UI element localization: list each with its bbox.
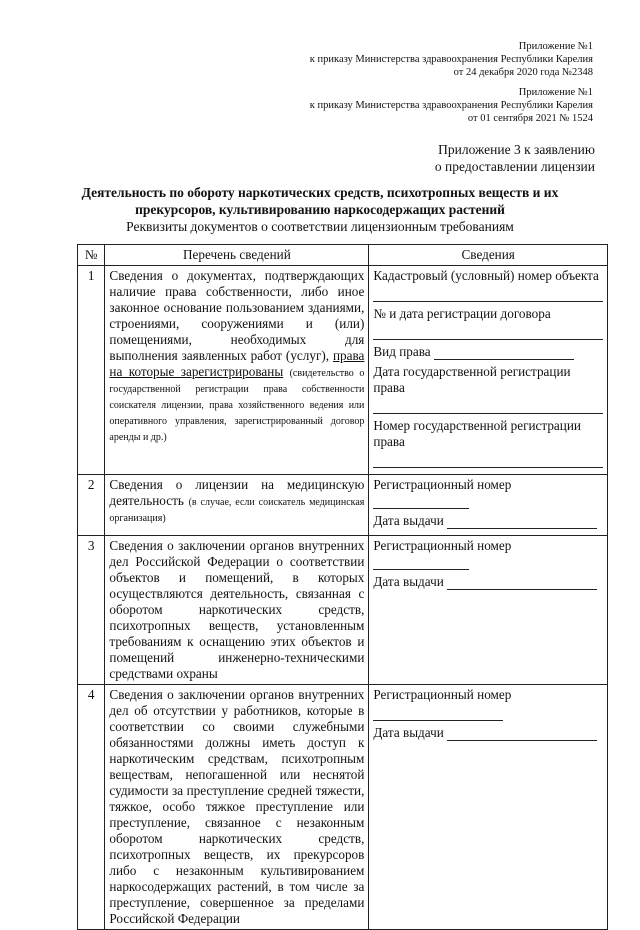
blank-line[interactable] — [373, 454, 603, 468]
field-right-type[interactable] — [373, 344, 603, 360]
field-label: Дата выдачи — [373, 574, 444, 589]
row-fields — [369, 266, 608, 475]
row-description — [105, 536, 369, 685]
row-underlined-text: права на которые зарегистрированы — [109, 348, 365, 379]
table-row — [78, 266, 608, 475]
row-fields — [369, 536, 608, 685]
blank-line[interactable] — [434, 347, 574, 360]
row-text: Сведения о заключении органов внутренних дел об отсутствии у работников, которые в соответствии со своими служебными обязанностями должны иметь доступ к наркотическим средствам, психотропным веществам, непогашенной или неснятой судимости за преступление средней тяжести, тяжкое, особо тяжкое преступление или преступление, связанное с незаконным оборотом наркотических средств, психотропных веществ, их прекурсоров либо с незаконным культивированием наркосодержащих растений, в том числе за преступление, совершенное за пределами Российской Федерации — [109, 687, 365, 926]
row-note: (свидетельство о государственной регистрации права собственности соискателя лицензии, права хозяйственного ведения или оперативного управления, зарегистрированный договор аренды и др.) — [109, 368, 365, 443]
header-list: Перечень сведений — [105, 245, 369, 266]
order-reference-2 — [310, 86, 593, 125]
header-info: Сведения — [369, 245, 608, 266]
field-registration-number[interactable] — [373, 538, 603, 570]
row-note: (в случае, если соискатель медицинская организация) — [109, 497, 365, 524]
field-issue-date[interactable] — [373, 725, 603, 741]
blank-line[interactable] — [373, 326, 603, 340]
table-row — [78, 536, 608, 685]
header1-line3: от 24 декабря 2020 года №2348 — [453, 67, 593, 78]
field-issue-date[interactable] — [373, 513, 603, 529]
field-label: Кадастровый (условный) номер объекта — [373, 268, 599, 283]
field-registration-number[interactable] — [373, 418, 603, 450]
blank-line[interactable] — [447, 728, 597, 741]
blank-line[interactable] — [373, 557, 469, 570]
header2-line1: Приложение №1 — [518, 87, 593, 98]
row-fields — [369, 685, 608, 930]
field-contract-registration[interactable] — [373, 306, 603, 322]
field-registration-number[interactable] — [373, 477, 603, 509]
row-description — [105, 475, 369, 536]
header-number: № — [78, 245, 105, 266]
field-cadastral-number[interactable] — [373, 268, 603, 284]
blank-line[interactable] — [447, 516, 597, 529]
blank-line[interactable] — [373, 496, 469, 509]
field-label: Дата выдачи — [373, 513, 444, 528]
annex-line2: о предоставлении лицензии — [434, 159, 595, 174]
table-row — [78, 685, 608, 930]
document-title: Деятельность по обороту наркотических средств, психотропных веществ и их прекурсоров, культивированию наркосодержащих растений — [81, 185, 559, 217]
row-text: Сведения о заключении органов внутренних дел Российской Федерации о соответствии объектов и помещений, в которых осуществляются деятельность, связанная с оборотом наркотических средств, психотропных веществ, установленным требованиям к оснащению этих объектов и помещений инженерно-техническими средствами охраны — [109, 538, 365, 681]
field-registration-number[interactable] — [373, 687, 603, 703]
header2-line3: от 01 сентября 2021 № 1524 — [467, 113, 593, 124]
row-number: 1 — [78, 266, 105, 475]
field-label: Дата выдачи — [373, 725, 444, 740]
row-fields — [369, 475, 608, 536]
row-number: 3 — [78, 536, 105, 685]
field-label: Вид права — [373, 344, 431, 359]
header1-line2: к приказу Министерства здравоохранения Республики Карелия — [309, 54, 593, 65]
field-label: Регистрационный номер — [373, 538, 512, 553]
order-reference-1 — [310, 40, 593, 79]
field-label: Дата государственной регистрации права — [373, 364, 571, 395]
blank-line[interactable] — [373, 707, 503, 721]
field-label: Регистрационный номер — [373, 687, 512, 702]
table-header-row — [78, 245, 608, 266]
annex-line1: Приложение 3 к заявлению — [438, 142, 595, 157]
row-text: Сведения о документах, подтверждающих наличие права собственности, либо иное законное основание пользованием зданиями, строениями, сооружениями и (или) помещениями, необходимых для выполнения заявленных работ (услуг), — [109, 268, 365, 363]
annex-reference — [435, 141, 595, 175]
field-label: Номер государственной регистрации права — [373, 418, 581, 449]
field-label: № и дата регистрации договора — [373, 306, 551, 321]
row-description — [105, 685, 369, 930]
header1-line1: Приложение №1 — [518, 41, 593, 52]
blank-line[interactable] — [373, 288, 603, 302]
blank-line[interactable] — [373, 400, 603, 414]
field-label: Регистрационный номер — [373, 477, 512, 492]
row-number: 2 — [78, 475, 105, 536]
row-text: Сведения о лицензии на медицинскую деятельность — [109, 477, 365, 508]
document-subtitle: Реквизиты документов о соответствии лицензионным требованиям — [126, 219, 514, 234]
header2-line2: к приказу Министерства здравоохранения Республики Карелия — [309, 100, 593, 111]
blank-line[interactable] — [447, 577, 597, 590]
field-issue-date[interactable] — [373, 574, 603, 590]
row-description — [105, 266, 369, 475]
row-number: 4 — [78, 685, 105, 930]
table-row — [78, 475, 608, 536]
requisites-table — [77, 244, 608, 930]
field-registration-date[interactable] — [373, 364, 603, 396]
